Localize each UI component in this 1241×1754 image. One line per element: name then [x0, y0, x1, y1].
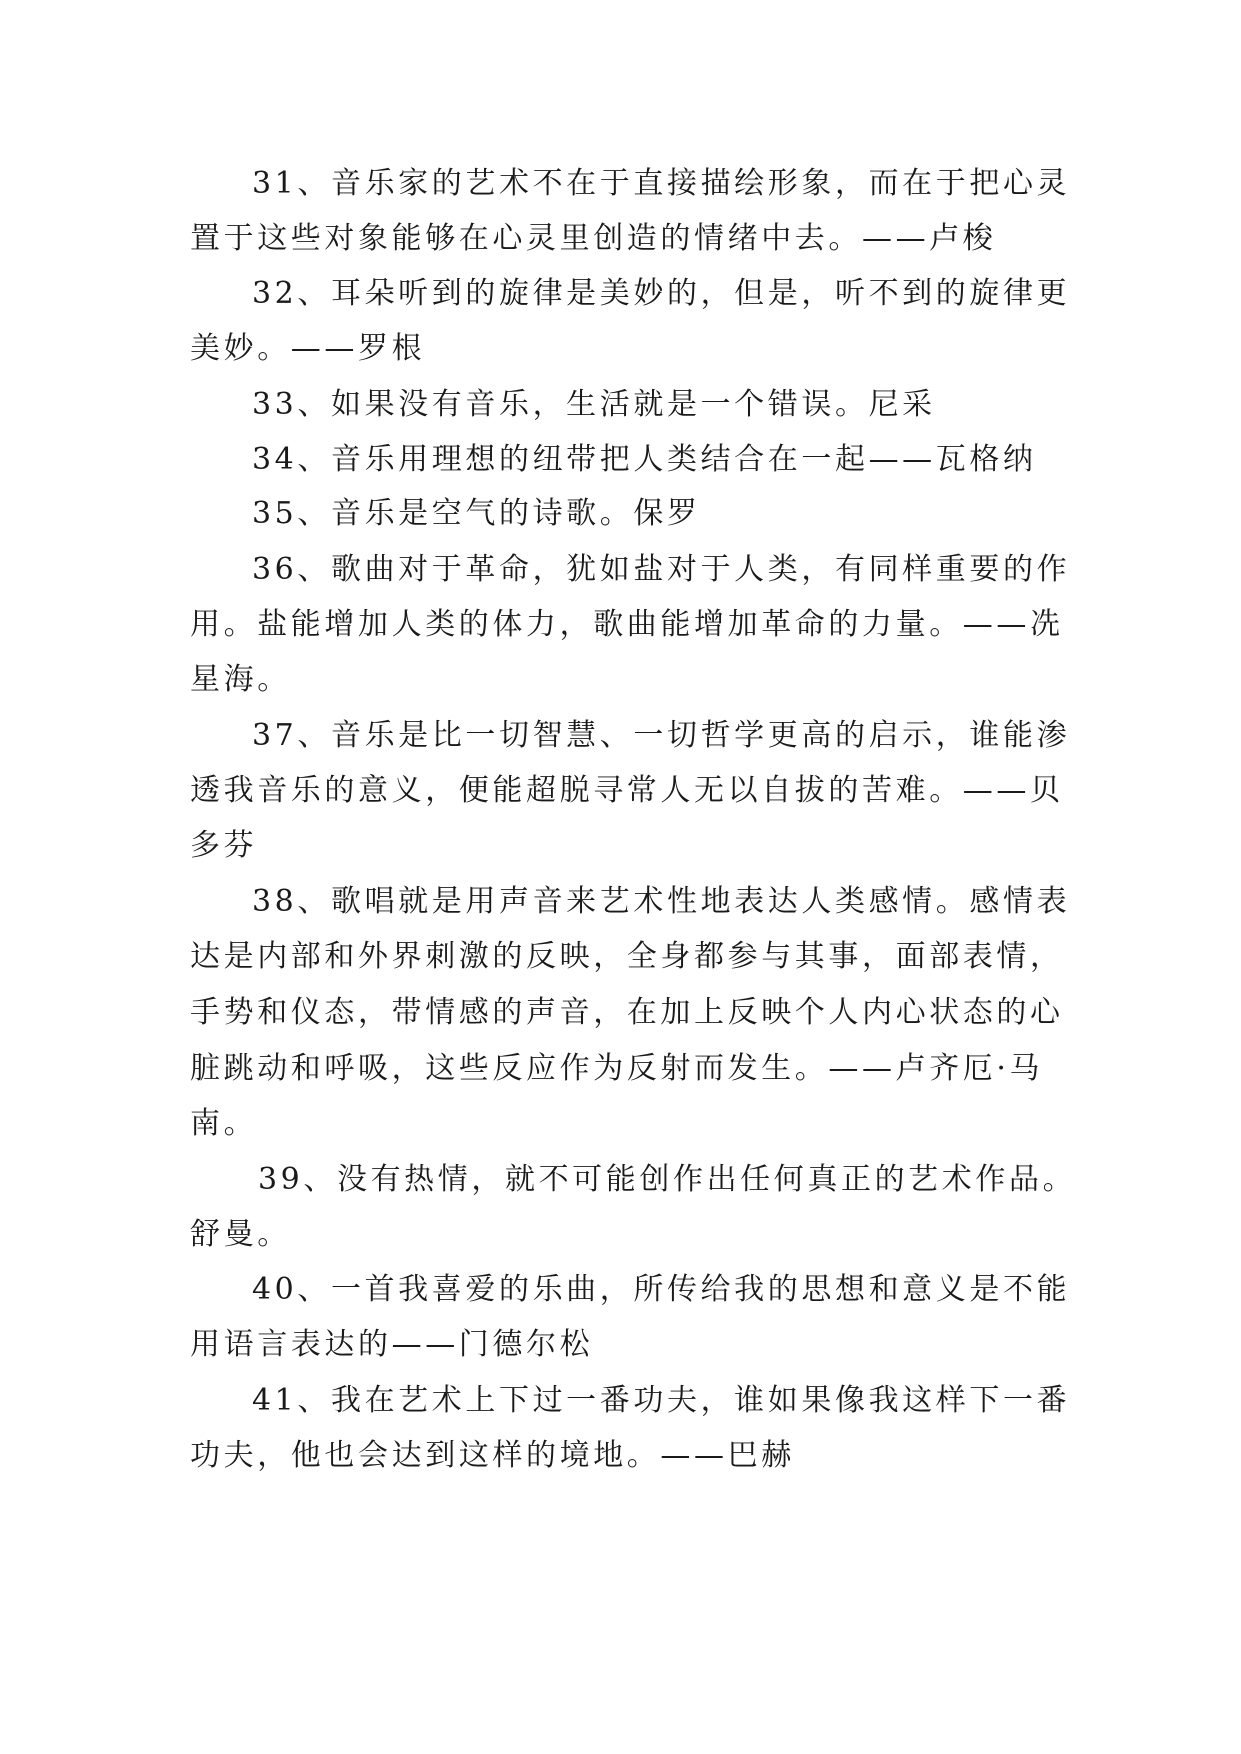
quote-32-line-2: 美妙。——罗根 [190, 331, 426, 366]
quote-31-line-2: 置于这些对象能够在心灵里创造的情绪中去。——卢梭 [190, 221, 997, 256]
quote-38-line-2: 达是内部和外界刺激的反映，全身都参与其事，面部表情， [190, 939, 1064, 974]
quote-38-line-3: 手势和仪态，带情感的声音，在加上反映个人内心状态的心 [190, 995, 1064, 1030]
quote-40-line-1: 40、一首我喜爱的乐曲，所传给我的思想和意义是不能 [252, 1272, 1071, 1307]
quote-36-line-2: 用。盐能增加人类的体力，歌曲能增加革命的力量。——冼 [190, 607, 1064, 642]
quote-34-line-1: 34、音乐用理想的纽带把人类结合在一起——瓦格纳 [252, 442, 1037, 477]
quote-35-line-1: 35、音乐是空气的诗歌。保罗 [252, 496, 701, 531]
quote-38-line-1: 38、歌唱就是用声音来艺术性地表达人类感情。感情表 [252, 884, 1071, 919]
quote-33-line-1: 33、如果没有音乐，生活就是一个错误。尼采 [252, 387, 936, 422]
quote-38-line-4: 脏跳动和呼吸，这些反应作为反射而发生。——卢齐厄·马 [190, 1051, 1044, 1086]
quote-40-line-2: 用语言表达的——门德尔松 [190, 1327, 594, 1362]
quote-38-line-5: 南。 [190, 1106, 258, 1141]
quote-36-line-1: 36、歌曲对于革命，犹如盐对于人类，有同样重要的作 [252, 552, 1071, 587]
quote-37-line-3: 多芬 [190, 828, 258, 863]
quote-39-line-2: 舒曼。 [190, 1217, 291, 1252]
quote-37-line-2: 透我音乐的意义，便能超脱寻常人无以自拔的苦难。——贝 [190, 773, 1064, 808]
quote-32-line-1: 32、耳朵听到的旋律是美妙的，但是，听不到的旋律更 [252, 276, 1071, 311]
quote-37-line-1: 37、音乐是比一切智慧、一切哲学更高的启示，谁能渗 [252, 718, 1071, 753]
quote-41-line-2: 功夫，他也会达到这样的境地。——巴赫 [190, 1438, 795, 1473]
quote-36-line-3: 星海。 [190, 662, 291, 697]
quote-39-line-1: 39、没有热情，就不可能创作出任何真正的艺术作品。 [258, 1162, 1077, 1197]
quote-31-line-1: 31、音乐家的艺术不在于直接描绘形象，而在于把心灵 [252, 166, 1071, 201]
quote-41-line-1: 41、我在艺术上下过一番功夫，谁如果像我这样下一番 [252, 1383, 1071, 1418]
